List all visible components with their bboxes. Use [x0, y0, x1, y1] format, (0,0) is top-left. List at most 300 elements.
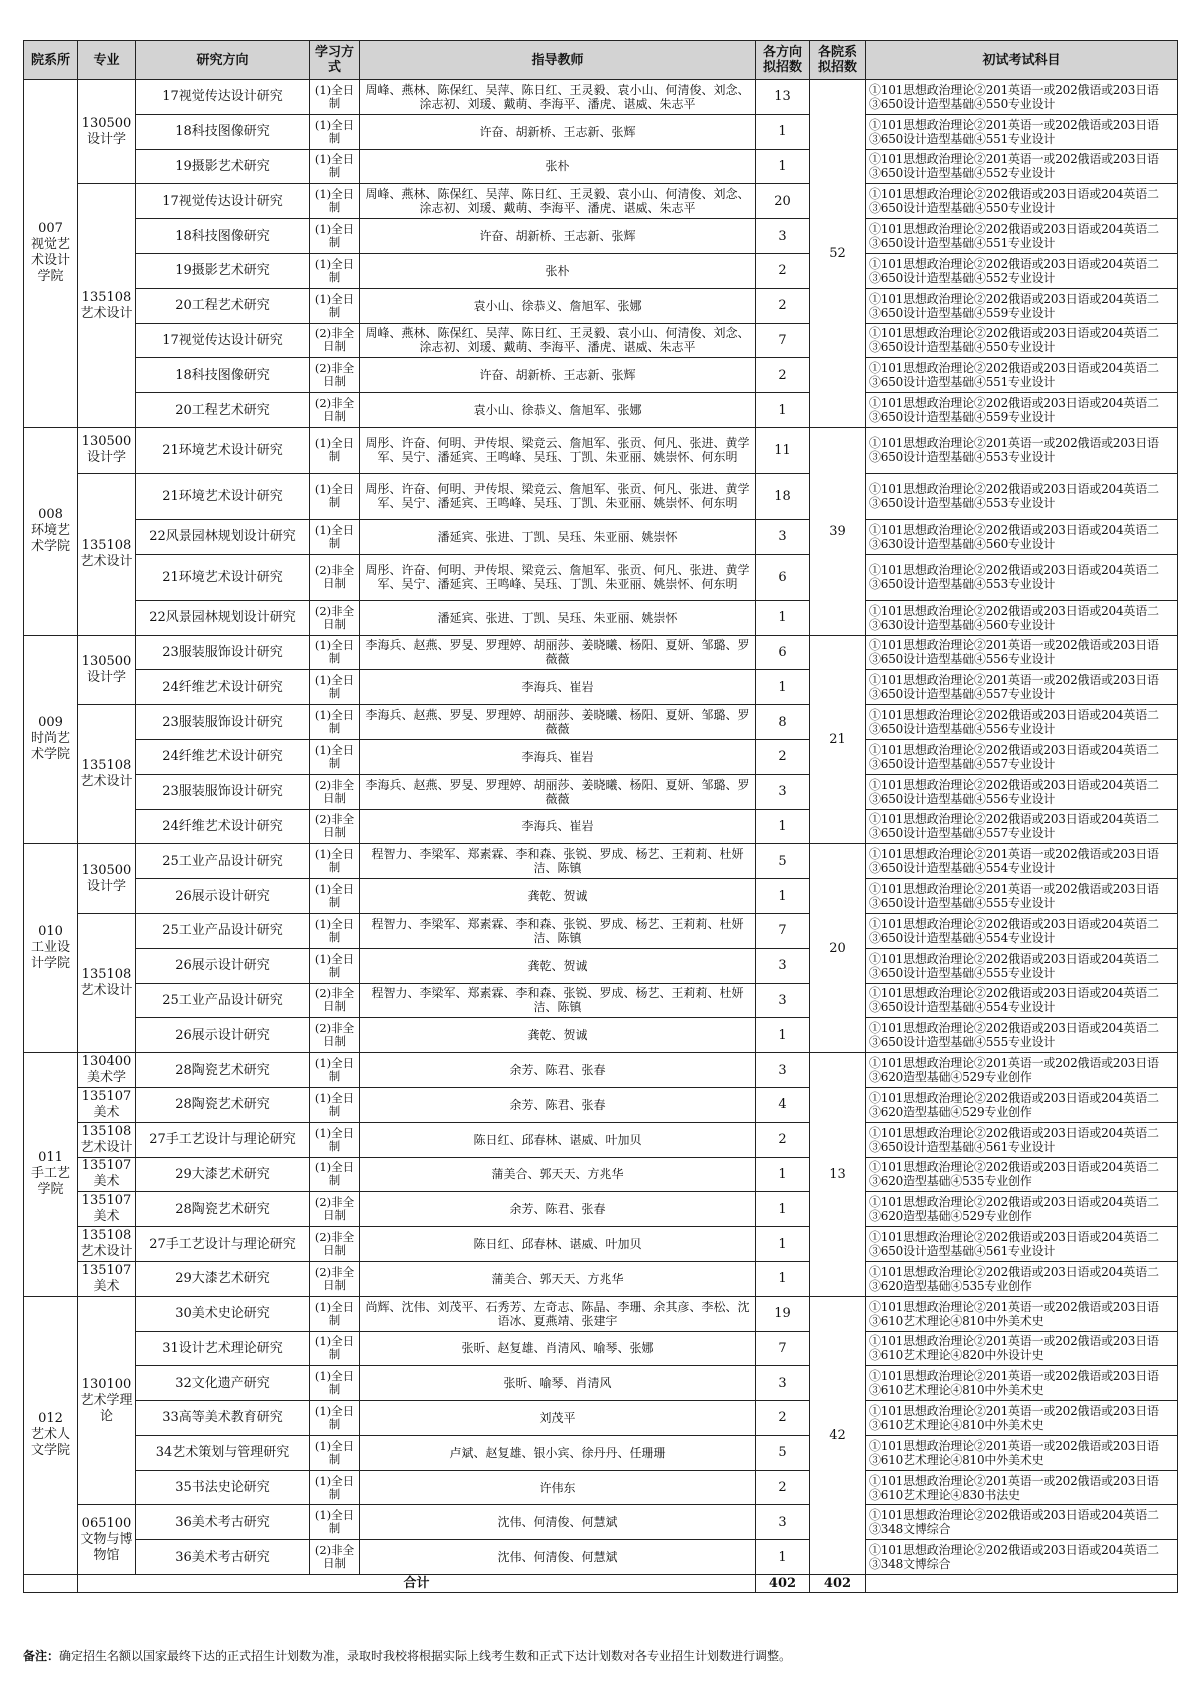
major-cell: 135108 艺术设计 — [78, 705, 136, 844]
dir-quota-cell: 1 — [756, 1192, 810, 1227]
teachers-cell: 周峰、燕林、陈保红、吴萍、陈日红、王灵毅、袁小山、何清俊、刘念、涂志初、刘瑗、戴萌、李海平、潘虎、谌威、朱志平 — [360, 184, 756, 219]
study-mode-cell: (1)全日制 — [310, 80, 360, 115]
exam-subjects-cell: ①101思想政治理论②201英语一或202俄语或203日语③650设计造型基础④556专业设计 — [866, 635, 1178, 670]
major-cell: 135107 美术 — [78, 1261, 136, 1296]
study-mode-cell: (2)非全日制 — [310, 1227, 360, 1262]
dir-quota-cell: 11 — [756, 427, 810, 473]
table-row — [24, 1053, 1178, 1088]
exam-subjects-cell: ①101思想政治理论②201英语一或202俄语或203日语③650设计造型基础④555专业设计 — [866, 879, 1178, 914]
header-dir-quota: 各方向拟招数 — [756, 41, 810, 80]
exam-subjects-cell: ①101思想政治理论②201英语一或202俄语或203日语③610艺术理论④820中外设计史 — [866, 1331, 1178, 1366]
study-mode-cell: (1)全日制 — [310, 844, 360, 879]
dir-quota-cell: 1 — [756, 600, 810, 635]
dept-quota-cell: 20 — [810, 844, 866, 1053]
direction-cell: 25工业产品设计研究 — [136, 983, 310, 1018]
direction-cell: 18科技图像研究 — [136, 358, 310, 393]
study-mode-cell: (1)全日制 — [310, 1331, 360, 1366]
study-mode-cell: (1)全日制 — [310, 1435, 360, 1470]
direction-cell: 25工业产品设计研究 — [136, 913, 310, 948]
exam-subjects-cell: ①101思想政治理论②201英语一或202俄语或203日语③610艺术理论④830书法史 — [866, 1470, 1178, 1505]
exam-subjects-cell: ①101思想政治理论②202俄语或203日语或204英语二③650设计造型基础④551专业设计 — [866, 358, 1178, 393]
teachers-cell: 龚乾、贺诚 — [360, 1018, 756, 1053]
exam-subjects-cell: ①101思想政治理论②202俄语或203日语或204英语二③650设计造型基础④559专业设计 — [866, 288, 1178, 323]
study-mode-cell: (1)全日制 — [310, 1122, 360, 1157]
dept-quota-cell: 52 — [810, 80, 866, 428]
exam-subjects-cell: ①101思想政治理论②202俄语或203日语或204英语二③620造型基础④529专业创作 — [866, 1192, 1178, 1227]
teachers-cell: 程智力、李梁军、郑素霖、李和森、张锐、罗成、杨艺、王莉莉、杜妍洁、陈镇 — [360, 844, 756, 879]
teachers-cell: 许奋、胡新桥、王志新、张辉 — [360, 358, 756, 393]
study-mode-cell: (1)全日制 — [310, 1401, 360, 1436]
table-row — [24, 114, 1178, 149]
study-mode-cell: (1)全日制 — [310, 670, 360, 705]
direction-cell: 24纤维艺术设计研究 — [136, 809, 310, 844]
teachers-cell: 潘延宾、张进、丁凯、吴珏、朱亚丽、姚崇怀 — [360, 519, 756, 554]
direction-cell: 18科技图像研究 — [136, 219, 310, 254]
teachers-cell: 陈日红、邱春林、谌威、叶加贝 — [360, 1122, 756, 1157]
dir-quota-cell: 4 — [756, 1087, 810, 1122]
exam-subjects-cell: ①101思想政治理论②201英语一或202俄语或203日语③610艺术理论④810中外美术史 — [866, 1401, 1178, 1436]
study-mode-cell: (2)非全日制 — [310, 983, 360, 1018]
dept-cell: 011 手工艺学院 — [24, 1053, 78, 1297]
direction-cell: 28陶瓷艺术研究 — [136, 1087, 310, 1122]
exam-subjects-cell: ①101思想政治理论②202俄语或203日语或204英语二③650设计造型基础④556专业设计 — [866, 705, 1178, 740]
teachers-cell: 袁小山、徐恭义、詹旭军、张娜 — [360, 288, 756, 323]
dir-quota-cell: 20 — [756, 184, 810, 219]
direction-cell: 21环境艺术设计研究 — [136, 473, 310, 519]
direction-cell: 24纤维艺术设计研究 — [136, 739, 310, 774]
table-row — [24, 1470, 1178, 1505]
teachers-cell: 张昕、喻琴、肖清风 — [360, 1366, 756, 1401]
direction-cell: 23服装服饰设计研究 — [136, 635, 310, 670]
total-row — [24, 1575, 1178, 1593]
dir-quota-cell: 2 — [756, 358, 810, 393]
header-major: 专业 — [78, 41, 136, 80]
exam-subjects-cell: ①101思想政治理论②202俄语或203日语或204英语二③650设计造型基础④554专业设计 — [866, 983, 1178, 1018]
major-cell: 130100 艺术学理论 — [78, 1296, 136, 1505]
table-row — [24, 473, 1178, 519]
dir-quota-cell: 3 — [756, 1053, 810, 1088]
table-row — [24, 358, 1178, 393]
teachers-cell: 周彤、许奋、何明、尹传垠、梁竞云、詹旭军、张贡、何凡、张进、黄学军、吴宁、潘延宾、王鸣峰、吴珏、丁凯、朱亚丽、姚崇怀、何东明 — [360, 473, 756, 519]
table-row — [24, 879, 1178, 914]
teachers-cell: 周峰、燕林、陈保红、吴萍、陈日红、王灵毅、袁小山、何清俊、刘念、涂志初、刘瑗、戴萌、李海平、潘虎、谌威、朱志平 — [360, 80, 756, 115]
dir-quota-cell: 1 — [756, 1261, 810, 1296]
teachers-cell: 尚辉、沈伟、刘茂平、石秀芳、左奇志、陈晶、李珊、余其彦、李松、沈语冰、夏燕靖、张建宇 — [360, 1296, 756, 1331]
direction-cell: 19摄影艺术研究 — [136, 149, 310, 184]
teachers-cell: 李海兵、赵燕、罗旻、罗理婷、胡丽莎、姜晓曦、杨阳、夏妍、邹璐、罗薇薇 — [360, 774, 756, 809]
dir-quota-cell: 2 — [756, 288, 810, 323]
dir-quota-cell: 2 — [756, 1470, 810, 1505]
table-row — [24, 519, 1178, 554]
direction-cell: 29大漆艺术研究 — [136, 1157, 310, 1192]
major-cell: 135107 美术 — [78, 1087, 136, 1122]
study-mode-cell: (1)全日制 — [310, 519, 360, 554]
exam-subjects-cell: ①101思想政治理论②202俄语或203日语或204英语二③650设计造型基础④552专业设计 — [866, 253, 1178, 288]
footnote — [23, 1648, 1177, 1664]
dept-quota-cell: 21 — [810, 635, 866, 844]
major-cell: 135107 美术 — [78, 1192, 136, 1227]
header-row — [24, 41, 1178, 80]
direction-cell: 28陶瓷艺术研究 — [136, 1053, 310, 1088]
table-row — [24, 739, 1178, 774]
exam-subjects-cell: ①101思想政治理论②201英语一或202俄语或203日语③610艺术理论④810中外美术史 — [866, 1366, 1178, 1401]
dir-quota-cell: 3 — [756, 1366, 810, 1401]
study-mode-cell: (1)全日制 — [310, 913, 360, 948]
dir-quota-cell: 2 — [756, 1401, 810, 1436]
dir-quota-cell: 7 — [756, 323, 810, 358]
exam-subjects-cell: ①101思想政治理论②202俄语或203日语或204英语二③650设计造型基础④554专业设计 — [866, 913, 1178, 948]
table-row — [24, 948, 1178, 983]
study-mode-cell: (1)全日制 — [310, 114, 360, 149]
teachers-cell: 程智力、李梁军、郑素霖、李和森、张锐、罗成、杨艺、王莉莉、杜妍洁、陈镇 — [360, 913, 756, 948]
header-dept: 院系所 — [24, 41, 78, 80]
direction-cell: 35书法史论研究 — [136, 1470, 310, 1505]
study-mode-cell: (1)全日制 — [310, 253, 360, 288]
dept-cell: 010 工业设计学院 — [24, 844, 78, 1053]
table-body — [24, 80, 1178, 1575]
exam-subjects-cell: ①101思想政治理论②201英语一或202俄语或203日语③650设计造型基础④551专业设计 — [866, 114, 1178, 149]
exam-subjects-cell: ①101思想政治理论②202俄语或203日语或204英语二③620造型基础④529专业创作 — [866, 1087, 1178, 1122]
direction-cell: 30美术史论研究 — [136, 1296, 310, 1331]
dir-quota-cell: 6 — [756, 554, 810, 600]
direction-cell: 17视觉传达设计研究 — [136, 80, 310, 115]
table-row — [24, 149, 1178, 184]
exam-subjects-cell: ①101思想政治理论②202俄语或203日语或204英语二③650设计造型基础④557专业设计 — [866, 739, 1178, 774]
footnote-text: 确定招生名额以国家最终下达的正式招生计划数为准，录取时我校将根据实际上线考生数和正式下达计划数对各专业招生计划数进行调整。 — [59, 1649, 792, 1663]
study-mode-cell: (1)全日制 — [310, 948, 360, 983]
direction-cell: 21环境艺术设计研究 — [136, 427, 310, 473]
direction-cell: 29大漆艺术研究 — [136, 1261, 310, 1296]
teachers-cell: 周峰、燕林、陈保红、吴萍、陈日红、王灵毅、袁小山、何清俊、刘念、涂志初、刘瑗、戴萌、李海平、潘虎、谌威、朱志平 — [360, 323, 756, 358]
exam-subjects-cell: ①101思想政治理论②201英语一或202俄语或203日语③650设计造型基础④553专业设计 — [866, 427, 1178, 473]
table-row — [24, 600, 1178, 635]
dept-quota-cell: 42 — [810, 1296, 866, 1574]
table-row — [24, 1366, 1178, 1401]
dir-quota-cell: 3 — [756, 219, 810, 254]
major-cell: 065100 文物与博物馆 — [78, 1505, 136, 1575]
dir-quota-cell: 1 — [756, 149, 810, 184]
table-row — [24, 253, 1178, 288]
direction-cell: 21环境艺术设计研究 — [136, 554, 310, 600]
direction-cell: 27手工艺设计与理论研究 — [136, 1122, 310, 1157]
study-mode-cell: (1)全日制 — [310, 219, 360, 254]
table-row — [24, 1087, 1178, 1122]
dir-quota-cell: 1 — [756, 114, 810, 149]
direction-cell: 22风景园林规划设计研究 — [136, 600, 310, 635]
total-dept-quota: 402 — [810, 1575, 866, 1593]
study-mode-cell: (2)非全日制 — [310, 809, 360, 844]
dir-quota-cell: 1 — [756, 809, 810, 844]
teachers-cell: 刘茂平 — [360, 1401, 756, 1436]
table-row — [24, 1540, 1178, 1575]
table-row — [24, 705, 1178, 740]
exam-subjects-cell: ①101思想政治理论②202俄语或203日语或204英语二③650设计造型基础④555专业设计 — [866, 948, 1178, 983]
teachers-cell: 许伟东 — [360, 1470, 756, 1505]
direction-cell: 26展示设计研究 — [136, 879, 310, 914]
study-mode-cell: (2)非全日制 — [310, 1018, 360, 1053]
major-cell: 135108 艺术设计 — [78, 184, 136, 428]
direction-cell: 26展示设计研究 — [136, 948, 310, 983]
dir-quota-cell: 1 — [756, 670, 810, 705]
exam-subjects-cell: ①101思想政治理论②201英语一或202俄语或203日语③610艺术理论④810中外美术史 — [866, 1296, 1178, 1331]
dir-quota-cell: 3 — [756, 948, 810, 983]
exam-subjects-cell: ①101思想政治理论②202俄语或203日语或204英语二③650设计造型基础④555专业设计 — [866, 1018, 1178, 1053]
study-mode-cell: (1)全日制 — [310, 739, 360, 774]
dir-quota-cell: 3 — [756, 519, 810, 554]
teachers-cell: 张朴 — [360, 253, 756, 288]
major-cell: 135107 美术 — [78, 1157, 136, 1192]
exam-subjects-cell: ①101思想政治理论②202俄语或203日语或204英语二③650设计造型基础④557专业设计 — [866, 809, 1178, 844]
study-mode-cell: (1)全日制 — [310, 1053, 360, 1088]
table-row — [24, 393, 1178, 428]
direction-cell: 17视觉传达设计研究 — [136, 323, 310, 358]
dept-cell: 008 环境艺术学院 — [24, 427, 78, 635]
table-row — [24, 1296, 1178, 1331]
study-mode-cell: (1)全日制 — [310, 1296, 360, 1331]
teachers-cell: 沈伟、何清俊、何慧斌 — [360, 1540, 756, 1575]
dir-quota-cell: 1 — [756, 393, 810, 428]
table-row — [24, 1261, 1178, 1296]
total-label: 合计 — [78, 1575, 756, 1593]
dir-quota-cell: 2 — [756, 253, 810, 288]
direction-cell: 23服装服饰设计研究 — [136, 774, 310, 809]
dept-cell: 012 艺术人文学院 — [24, 1296, 78, 1574]
dir-quota-cell: 5 — [756, 844, 810, 879]
study-mode-cell: (2)非全日制 — [310, 600, 360, 635]
exam-subjects-cell: ①101思想政治理论②201英语一或202俄语或203日语③650设计造型基础④552专业设计 — [866, 149, 1178, 184]
direction-cell: 32文化遗产研究 — [136, 1366, 310, 1401]
dept-quota-cell: 13 — [810, 1053, 866, 1297]
table-row — [24, 554, 1178, 600]
study-mode-cell: (1)全日制 — [310, 705, 360, 740]
table-row — [24, 1435, 1178, 1470]
enrollment-table — [23, 40, 1178, 1593]
table-row — [24, 219, 1178, 254]
study-mode-cell: (1)全日制 — [310, 879, 360, 914]
direction-cell: 23服装服饰设计研究 — [136, 705, 310, 740]
study-mode-cell: (2)非全日制 — [310, 358, 360, 393]
teachers-cell: 周彤、许奋、何明、尹传垠、梁竞云、詹旭军、张贡、何凡、张进、黄学军、吴宁、潘延宾、王鸣峰、吴珏、丁凯、朱亚丽、姚崇怀、何东明 — [360, 427, 756, 473]
direction-cell: 22风景园林规划设计研究 — [136, 519, 310, 554]
direction-cell: 28陶瓷艺术研究 — [136, 1192, 310, 1227]
table-row — [24, 983, 1178, 1018]
teachers-cell: 许奋、胡新桥、王志新、张辉 — [360, 219, 756, 254]
exam-subjects-cell: ①101思想政治理论②202俄语或203日语或204英语二③348文博综合 — [866, 1505, 1178, 1540]
dir-quota-cell: 7 — [756, 913, 810, 948]
direction-cell: 36美术考古研究 — [136, 1540, 310, 1575]
table-row — [24, 288, 1178, 323]
teachers-cell: 李海兵、崔岩 — [360, 670, 756, 705]
header-direction: 研究方向 — [136, 41, 310, 80]
exam-subjects-cell: ①101思想政治理论②202俄语或203日语或204英语二③620造型基础④535专业创作 — [866, 1157, 1178, 1192]
table-row — [24, 809, 1178, 844]
teachers-cell: 蒲美合、郭天天、方兆华 — [360, 1261, 756, 1296]
enrollment-table-container — [23, 40, 1177, 1593]
table-row — [24, 1018, 1178, 1053]
exam-subjects-cell: ①101思想政治理论②201英语一或202俄语或203日语③650设计造型基础④557专业设计 — [866, 670, 1178, 705]
dir-quota-cell: 2 — [756, 739, 810, 774]
dir-quota-cell: 1 — [756, 1540, 810, 1575]
dir-quota-cell: 19 — [756, 1296, 810, 1331]
exam-subjects-cell: ①101思想政治理论②202俄语或203日语或204英语二③650设计造型基础④561专业设计 — [866, 1122, 1178, 1157]
header-mode: 学习方式 — [310, 41, 360, 80]
dir-quota-cell: 2 — [756, 1122, 810, 1157]
table-row — [24, 774, 1178, 809]
table-row — [24, 184, 1178, 219]
exam-subjects-cell: ①101思想政治理论②202俄语或203日语或204英语二③650设计造型基础④559专业设计 — [866, 393, 1178, 428]
dir-quota-cell: 13 — [756, 80, 810, 115]
teachers-cell: 张朴 — [360, 149, 756, 184]
exam-subjects-cell: ①101思想政治理论②201英语一或202俄语或203日语③650设计造型基础④554专业设计 — [866, 844, 1178, 879]
direction-cell: 31设计艺术理论研究 — [136, 1331, 310, 1366]
dir-quota-cell: 1 — [756, 1157, 810, 1192]
study-mode-cell: (2)非全日制 — [310, 554, 360, 600]
teachers-cell: 余芳、陈君、张春 — [360, 1192, 756, 1227]
table-row — [24, 844, 1178, 879]
dir-quota-cell: 7 — [756, 1331, 810, 1366]
table-row — [24, 635, 1178, 670]
teachers-cell: 余芳、陈君、张春 — [360, 1087, 756, 1122]
teachers-cell: 陈日红、邱春林、谌威、叶加贝 — [360, 1227, 756, 1262]
teachers-cell: 沈伟、何清俊、何慧斌 — [360, 1505, 756, 1540]
teachers-cell: 张昕、赵复雄、肖清风、喻琴、张娜 — [360, 1331, 756, 1366]
exam-subjects-cell: ①101思想政治理论②202俄语或203日语或204英语二③630设计造型基础④560专业设计 — [866, 600, 1178, 635]
study-mode-cell: (2)非全日制 — [310, 393, 360, 428]
table-row — [24, 913, 1178, 948]
exam-subjects-cell: ①101思想政治理论②202俄语或203日语或204英语二③650设计造型基础④561专业设计 — [866, 1227, 1178, 1262]
teachers-cell: 许奋、胡新桥、王志新、张辉 — [360, 114, 756, 149]
header-exam: 初试考试科目 — [866, 41, 1178, 80]
header-dept-quota: 各院系拟招数 — [810, 41, 866, 80]
study-mode-cell: (2)非全日制 — [310, 1261, 360, 1296]
direction-cell: 20工程艺术研究 — [136, 393, 310, 428]
study-mode-cell: (1)全日制 — [310, 1470, 360, 1505]
study-mode-cell: (2)非全日制 — [310, 774, 360, 809]
direction-cell: 18科技图像研究 — [136, 114, 310, 149]
direction-cell: 36美术考古研究 — [136, 1505, 310, 1540]
study-mode-cell: (2)非全日制 — [310, 323, 360, 358]
table-row — [24, 1192, 1178, 1227]
teachers-cell: 袁小山、徐恭义、詹旭军、张娜 — [360, 393, 756, 428]
major-cell: 130500 设计学 — [78, 844, 136, 914]
teachers-cell: 李海兵、赵燕、罗旻、罗理婷、胡丽莎、姜晓曦、杨阳、夏妍、邹璐、罗薇薇 — [360, 635, 756, 670]
dept-quota-cell: 39 — [810, 427, 866, 635]
study-mode-cell: (1)全日制 — [310, 473, 360, 519]
teachers-cell: 李海兵、崔岩 — [360, 809, 756, 844]
exam-subjects-cell: ①101思想政治理论②202俄语或203日语或204英语二③650设计造型基础④553专业设计 — [866, 473, 1178, 519]
direction-cell: 33高等美术教育研究 — [136, 1401, 310, 1436]
direction-cell: 34艺术策划与管理研究 — [136, 1435, 310, 1470]
exam-subjects-cell: ①101思想政治理论②201英语一或202俄语或203日语③620造型基础④529专业创作 — [866, 1053, 1178, 1088]
dir-quota-cell: 5 — [756, 1435, 810, 1470]
major-cell: 130500 设计学 — [78, 80, 136, 184]
total-dir-quota: 402 — [756, 1575, 810, 1593]
major-cell: 135108 艺术设计 — [78, 1122, 136, 1157]
exam-subjects-cell: ①101思想政治理论②202俄语或203日语或204英语二③348文博综合 — [866, 1540, 1178, 1575]
study-mode-cell: (2)非全日制 — [310, 1192, 360, 1227]
table-row — [24, 1122, 1178, 1157]
direction-cell: 27手工艺设计与理论研究 — [136, 1227, 310, 1262]
teachers-cell: 李海兵、赵燕、罗旻、罗理婷、胡丽莎、姜晓曦、杨阳、夏妍、邹璐、罗薇薇 — [360, 705, 756, 740]
teachers-cell: 龚乾、贺诚 — [360, 948, 756, 983]
dept-cell: 009 时尚艺术学院 — [24, 635, 78, 844]
major-cell: 135108 艺术设计 — [78, 913, 136, 1052]
table-row — [24, 80, 1178, 115]
dir-quota-cell: 1 — [756, 1018, 810, 1053]
table-row — [24, 670, 1178, 705]
table-row — [24, 1505, 1178, 1540]
study-mode-cell: (1)全日制 — [310, 1087, 360, 1122]
table-row — [24, 427, 1178, 473]
dir-quota-cell: 8 — [756, 705, 810, 740]
exam-subjects-cell: ①101思想政治理论②202俄语或203日语或204英语二③650设计造型基础④556专业设计 — [866, 774, 1178, 809]
dir-quota-cell: 18 — [756, 473, 810, 519]
table-row — [24, 1401, 1178, 1436]
teachers-cell: 卢斌、赵复雄、银小宾、徐丹丹、任珊珊 — [360, 1435, 756, 1470]
teachers-cell: 潘延宾、张进、丁凯、吴珏、朱亚丽、姚崇怀 — [360, 600, 756, 635]
major-cell: 130400 美术学 — [78, 1053, 136, 1088]
direction-cell: 25工业产品设计研究 — [136, 844, 310, 879]
header-teachers: 指导教师 — [360, 41, 756, 80]
footnote-label: 备注： — [23, 1649, 60, 1663]
study-mode-cell: (1)全日制 — [310, 1157, 360, 1192]
major-cell: 130500 设计学 — [78, 635, 136, 705]
direction-cell: 19摄影艺术研究 — [136, 253, 310, 288]
dir-quota-cell: 3 — [756, 774, 810, 809]
table-row — [24, 1331, 1178, 1366]
teachers-cell: 龚乾、贺诚 — [360, 879, 756, 914]
exam-subjects-cell: ①101思想政治理论②202俄语或203日语或204英语二③650设计造型基础④551专业设计 — [866, 219, 1178, 254]
exam-subjects-cell: ①101思想政治理论②202俄语或203日语或204英语二③650设计造型基础④553专业设计 — [866, 554, 1178, 600]
exam-subjects-cell: ①101思想政治理论②202俄语或203日语或204英语二③650设计造型基础④550专业设计 — [866, 323, 1178, 358]
teachers-cell: 余芳、陈君、张春 — [360, 1053, 756, 1088]
exam-subjects-cell: ①101思想政治理论②201英语一或202俄语或203日语③610艺术理论④810中外美术史 — [866, 1435, 1178, 1470]
teachers-cell: 周彤、许奋、何明、尹传垠、梁竞云、詹旭军、张贡、何凡、张进、黄学军、吴宁、潘延宾、王鸣峰、吴珏、丁凯、朱亚丽、姚崇怀、何东明 — [360, 554, 756, 600]
dept-cell: 007 视觉艺术设计学院 — [24, 80, 78, 428]
direction-cell: 20工程艺术研究 — [136, 288, 310, 323]
dir-quota-cell: 1 — [756, 879, 810, 914]
study-mode-cell: (1)全日制 — [310, 427, 360, 473]
study-mode-cell: (1)全日制 — [310, 1505, 360, 1540]
exam-subjects-cell: ①101思想政治理论②201英语一或202俄语或203日语③650设计造型基础④550专业设计 — [866, 80, 1178, 115]
direction-cell: 17视觉传达设计研究 — [136, 184, 310, 219]
study-mode-cell: (1)全日制 — [310, 149, 360, 184]
study-mode-cell: (1)全日制 — [310, 184, 360, 219]
exam-subjects-cell: ①101思想政治理论②202俄语或203日语或204英语二③620造型基础④535专业创作 — [866, 1261, 1178, 1296]
teachers-cell: 蒲美合、郭天天、方兆华 — [360, 1157, 756, 1192]
study-mode-cell: (1)全日制 — [310, 288, 360, 323]
dir-quota-cell: 3 — [756, 1505, 810, 1540]
major-cell: 135108 艺术设计 — [78, 473, 136, 635]
dir-quota-cell: 6 — [756, 635, 810, 670]
dir-quota-cell: 3 — [756, 983, 810, 1018]
table-row — [24, 1227, 1178, 1262]
study-mode-cell: (2)非全日制 — [310, 1540, 360, 1575]
dir-quota-cell: 1 — [756, 1227, 810, 1262]
study-mode-cell: (1)全日制 — [310, 635, 360, 670]
teachers-cell: 程智力、李梁军、郑素霖、李和森、张锐、罗成、杨艺、王莉莉、杜妍洁、陈镇 — [360, 983, 756, 1018]
teachers-cell: 李海兵、崔岩 — [360, 739, 756, 774]
exam-subjects-cell: ①101思想政治理论②202俄语或203日语或204英语二③650设计造型基础④550专业设计 — [866, 184, 1178, 219]
major-cell: 135108 艺术设计 — [78, 1227, 136, 1262]
direction-cell: 24纤维艺术设计研究 — [136, 670, 310, 705]
major-cell: 130500 设计学 — [78, 427, 136, 473]
table-row — [24, 323, 1178, 358]
exam-subjects-cell: ①101思想政治理论②202俄语或203日语或204英语二③630设计造型基础④560专业设计 — [866, 519, 1178, 554]
study-mode-cell: (1)全日制 — [310, 1366, 360, 1401]
table-row — [24, 1157, 1178, 1192]
direction-cell: 26展示设计研究 — [136, 1018, 310, 1053]
